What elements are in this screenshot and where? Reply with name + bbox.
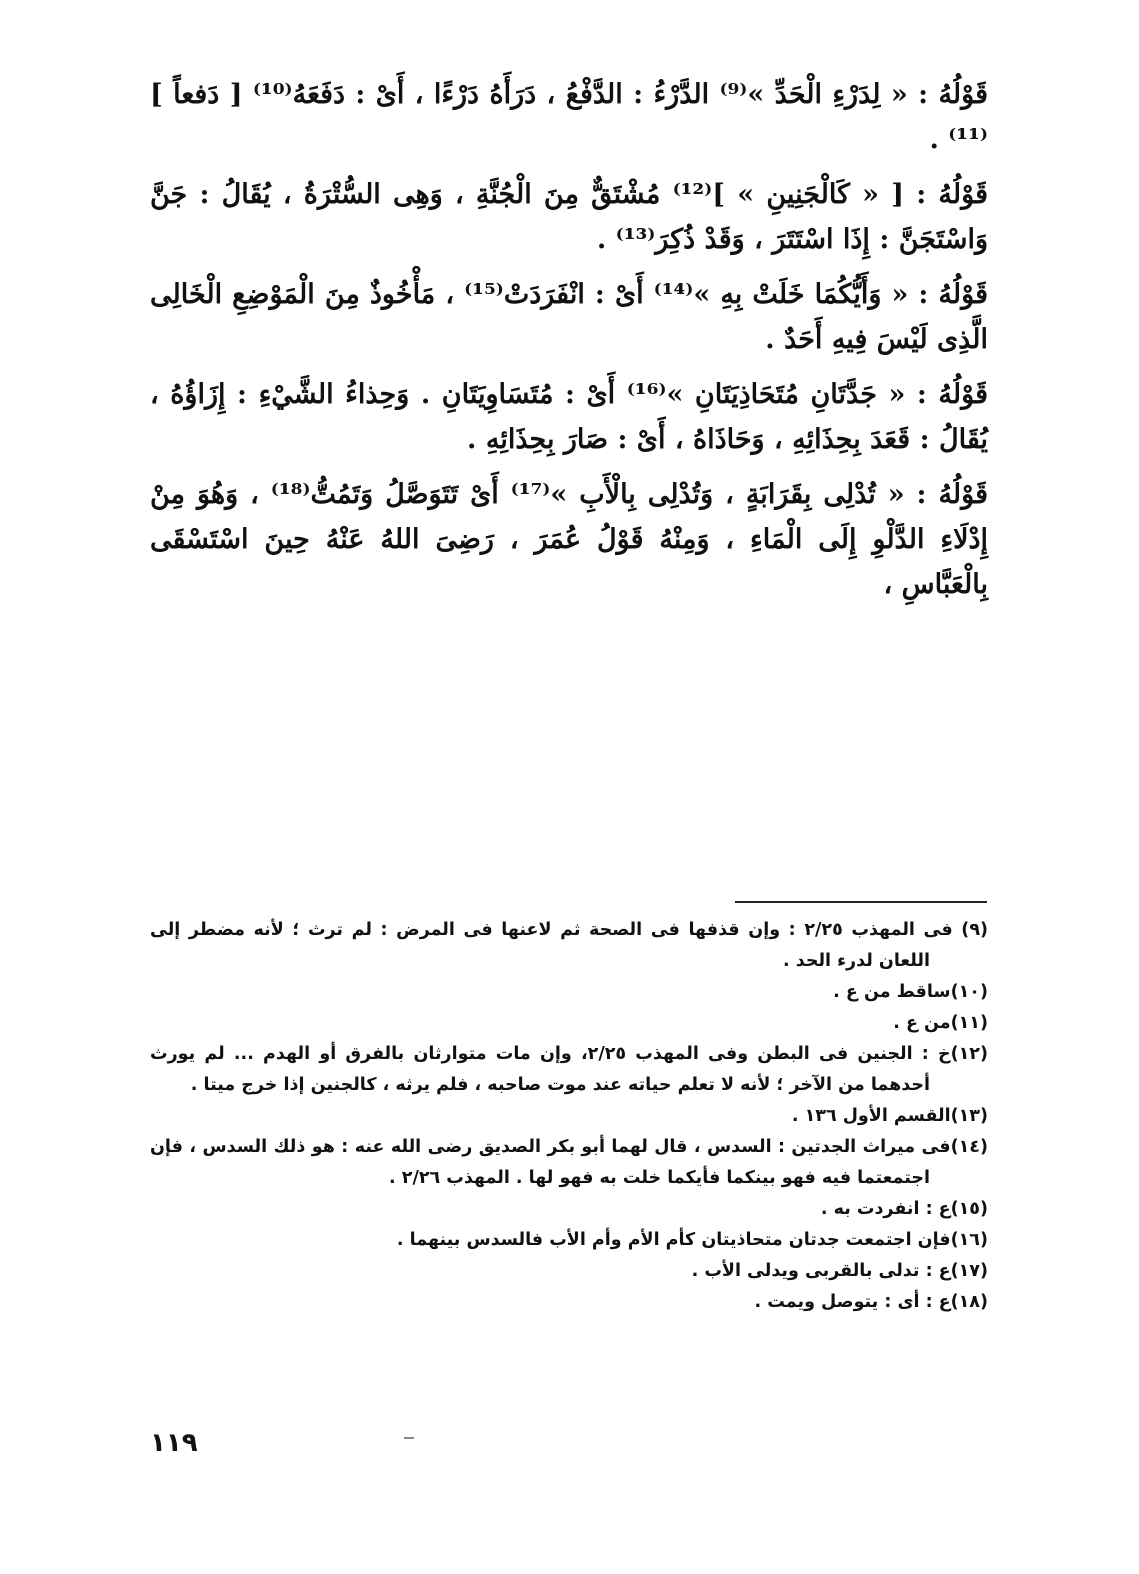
paragraph-lidar-al-hadd: قَوْلُهُ : « لِدَرْءِ الْحَدِّ »⁽⁹⁾ الدَّرْءُ : الدَّفْعُ ، دَرَأَهُ دَرْءًا ، أَىْ : دَفَعَهُ⁽¹⁰⁾ [ دَفعاً ]⁽¹¹⁾ . xyxy=(150,79,989,155)
footnotes xyxy=(150,915,988,1318)
main-text xyxy=(150,72,988,617)
paragraph-tudli: قَوْلُهُ : « تُدْلِى بِقَرَابَةٍ ، وَتُدْلِى بِالْأَبِ »⁽¹⁷⁾ أَىْ تَتَوَصَّلُ وَتَمُتُّ⁽¹⁸⁾ ، وَهُوَ مِنْ إِدْلَاءِ الدَّلْوِ إِلَى الْمَاءِ ، وَمِنْهُ قَوْلُ عُمَرَ ، رَضِىَ اللهُ عَنْهُ حِينَ اسْتَسْقَى بِالْعَبَّاسِ ، xyxy=(150,479,988,600)
footnote-17: (١٧)ع : تدلى بالقربى ويدلى الأب . xyxy=(691,1261,988,1281)
paragraph-kal-janin: قَوْلُهُ : [ « كَالْجَنِينِ » ]⁽¹²⁾ مُشْتَقٌّ مِنَ الْجُنَّةِ ، وَهِى السُّتْرَةُ ، يُقَالُ : جَنَّ وَاسْتَجَنَّ : إِذَا اسْتَتَرَ ، وَقَدْ ذُكِرَ⁽¹³⁾ . xyxy=(150,179,988,255)
footnote-18: (١٨)ع : أى : يتوصل ويمت . xyxy=(754,1292,988,1312)
footnote-16: (١٦)فإن اجتمعت جدتان متحاذيتان كأم الأم وأم الأب فالسدس بينهما . xyxy=(396,1230,988,1250)
footnote-14: (١٤)فى ميراث الجدتين : السدس ، قال لهما أبو بكر الصديق رضى الله عنه : هو ذلك السدس ، فإن اجتمعتما فيه فهو بينكما فأيكما خلت به فهو لها . المهذب ٢/٢٦ . xyxy=(150,1137,988,1188)
page-number: ١١٩ xyxy=(150,1428,198,1458)
paragraph-jaddatan: قَوْلُهُ : « جَدَّتَانِ مُتَحَاذِيَتَانِ »⁽¹⁶⁾ أَىْ : مُتَسَاوِيَتَانِ . وَحِذاءُ الشَّيْءِ : إِزَاؤُهُ ، يُقَالُ : قَعَدَ بِحِذَائِهِ ، وَحَاذَاهُ ، أَىْ : صَارَ بِحِذَائِهِ . xyxy=(150,379,988,455)
paragraph-wa-ayyukuma: قَوْلُهُ : « وَأَيُّكُمَا خَلَتْ بِهِ »⁽¹⁴⁾ أَىْ : انْفَرَدَتْ⁽¹⁵⁾ ، مَأْخُوذٌ مِنَ الْمَوْضِعِ الْخَالِى الَّذِى لَيْسَ فِيهِ أَحَدٌ . xyxy=(150,279,988,355)
scan-speck xyxy=(404,1437,414,1439)
footnote-11: (١١)من ع . xyxy=(893,1013,988,1033)
footnote-12: (١٢)خ : الجنين فى البطن وفى المهذب ٢/٢٥، وإن مات متوارثان بالفرق أو الهدم ... لم يورث أحدهما من الآخر ؛ لأنه لا تعلم حياته عند موت صاحبه ، فلم يرثه ، كالجنين إذا خرج ميتا . xyxy=(150,1044,988,1095)
footnote-10: (١٠)ساقط من ع . xyxy=(833,982,988,1002)
footnote-9: (٩) فى المهذب ٢/٢٥ : وإن قذفها فى الصحة ثم لاعنها فى المرض : لم ترث ؛ لأنه مضطر إلى اللعان لدرء الحد . xyxy=(150,920,988,971)
footnote-13: (١٣)القسم الأول ١٣٦ . xyxy=(791,1106,988,1126)
footnote-separator-rule xyxy=(735,901,987,903)
footnote-15: (١٥)ع : انفردت به . xyxy=(820,1199,988,1219)
